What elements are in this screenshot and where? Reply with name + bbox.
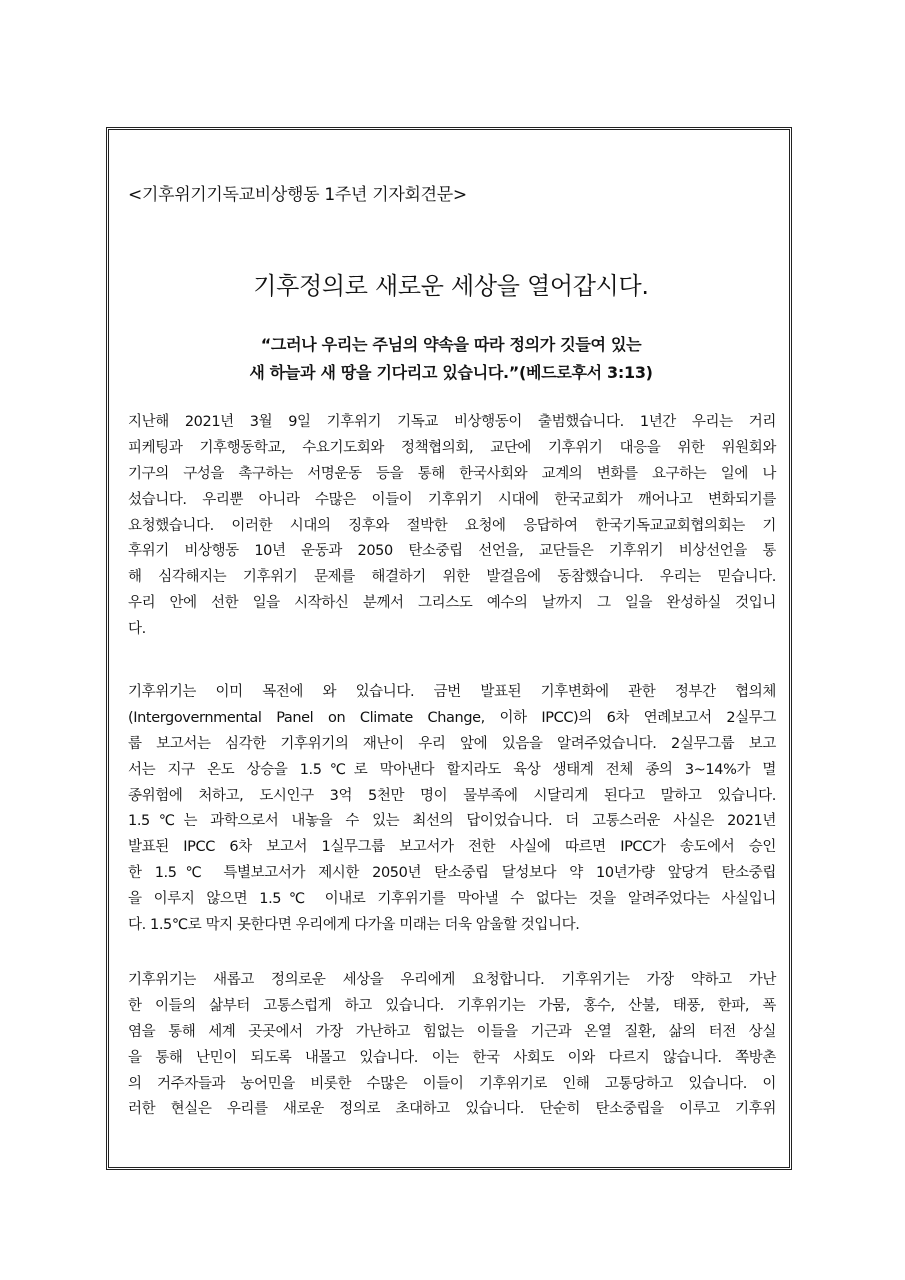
paragraph-2: [128, 680, 776, 939]
paragraph-line: 기후위기는 새롭고 정의로운 세상을 우리에게 요청합니다. 기후위기는 가장 약하고 가난: [128, 972, 776, 988]
paragraph-line: 기후위기는 이미 목전에 와 있습니다. 금번 발표된 기후변화에 관한 정부간 협의체: [128, 684, 776, 700]
paragraph-line: 다.: [128, 621, 146, 638]
paragraph-line: 러한 현실은 우리를 새로운 정의로 초대하고 있습니다. 단순히 탄소중립을 이루고 기후위: [128, 1101, 776, 1118]
paragraph-line: 의 거주자들과 농어민을 비롯한 수많은 이들이 기후위기로 인해 고통당하고 있습니다. 이: [128, 1075, 776, 1092]
paragraph-line: 지난해 2021년 3월 9일 기후위기 기독교 비상행동이 출범했습니다. 1년간 우리는 거리: [128, 414, 776, 430]
paragraph-line: 섰습니다. 우리뿐 아니라 수많은 이들이 기후위기 시대에 한국교회가 깨어나고 변화되기를: [128, 491, 776, 508]
paragraph-1: [128, 410, 776, 643]
paragraph-line: 피케팅과 기후행동학교, 수요기도회와 정책협의회, 교단에 기후위기 대응을 위한 위원회와: [128, 439, 776, 456]
paragraph-line: 서는 지구 온도 상승을 1.5℃로 막아낸다 할지라도 육상 생태계 전체 종의 3~14%가 멸: [128, 761, 776, 778]
paragraph-line: 을 통해 난민이 되도록 내몰고 있습니다. 이는 한국 사회도 이와 다르지 않습니다. 쪽방촌: [128, 1049, 776, 1066]
paragraph-3: [128, 968, 776, 1123]
epigraph-line: 새 하늘과 새 땅을 기다리고 있습니다.”(베드로후서 3:13): [249, 363, 653, 382]
paragraph-line: 한 이들의 삶부터 고통스럽게 하고 있습니다. 기후위기는 가뭄, 홍수, 산불, 태풍, 한파, 폭: [128, 997, 776, 1014]
paragraph-line: 다. 1.5℃로 막지 못한다면 우리에게 다가올 미래는 더욱 암울할 것입니다.: [128, 917, 580, 934]
paragraph-line: 룹 보고서는 심각한 기후위기의 재난이 우리 앞에 있음을 알려주었습니다. 2실무그룹 보고: [128, 735, 776, 752]
paragraph-line: 해 심각해지는 기후위기 문제를 해결하기 위한 발걸음에 동참했습니다. 우리는 믿습니다.: [128, 569, 776, 586]
paragraph-line: 우리 안에 선한 일을 시작하신 분께서 그리스도 예수의 날까지 그 일을 완성하실 것입니: [128, 595, 776, 612]
paragraph-line: 종위험에 처하고, 도시인구 3억 5천만 명이 물부족에 시달리게 된다고 말하고 있습니다.: [128, 787, 776, 804]
paragraph-line: 1.5℃는 과학으로서 내놓을 수 있는 최선의 답이었습니다. 더 고통스러운 사실은 2021년: [128, 813, 776, 830]
paragraph-line: 을 이루지 않으면 1.5℃ 이내로 기후위기를 막아낼 수 없다는 것을 알려주었다는 사실입니: [128, 891, 776, 908]
paragraph-line: 후위기 비상행동 10년 운동과 2050 탄소중립 선언을, 교단들은 기후위기 비상선언을 통: [128, 543, 776, 560]
paragraph-line: 염을 통해 세계 곳곳에서 가장 가난하고 힘없는 이들을 기근과 온열 질환, 삶의 터전 상실: [128, 1023, 776, 1040]
paragraph-line: 발표된 IPCC 6차 보고서 1실무그룹 보고서가 전한 사실에 따르면 IPCC가 송도에서 승인: [128, 839, 776, 856]
paragraph-line: 한 1.5℃ 특별보고서가 제시한 2050년 탄소중립 달성보다 약 10년가량 앞당겨 탄소중립: [128, 865, 776, 882]
paragraph-line: 요청했습니다. 이러한 시대의 징후와 절박한 요청에 응답하여 한국기독교교회협의회는 기: [128, 517, 776, 534]
document-header: <기후위기기독교비상행동 1주년 기자회견문>: [128, 185, 467, 205]
epigraph-quote: [108, 331, 794, 387]
epigraph-line: “그러나 우리는 주님의 약속을 따라 정의가 깃들여 있는: [260, 335, 642, 354]
paragraph-line: (Intergovernmental Panel on Climate Change, 이하 IPCC)의 6차 연례보고서 2실무그: [128, 709, 776, 726]
paragraph-line: 기구의 구성을 촉구하는 서명운동 등을 통해 한국사회와 교계의 변화를 요구하는 일에 나: [128, 465, 776, 482]
document-title: 기후정의로 새로운 세상을 열어갑시다.: [253, 272, 649, 300]
